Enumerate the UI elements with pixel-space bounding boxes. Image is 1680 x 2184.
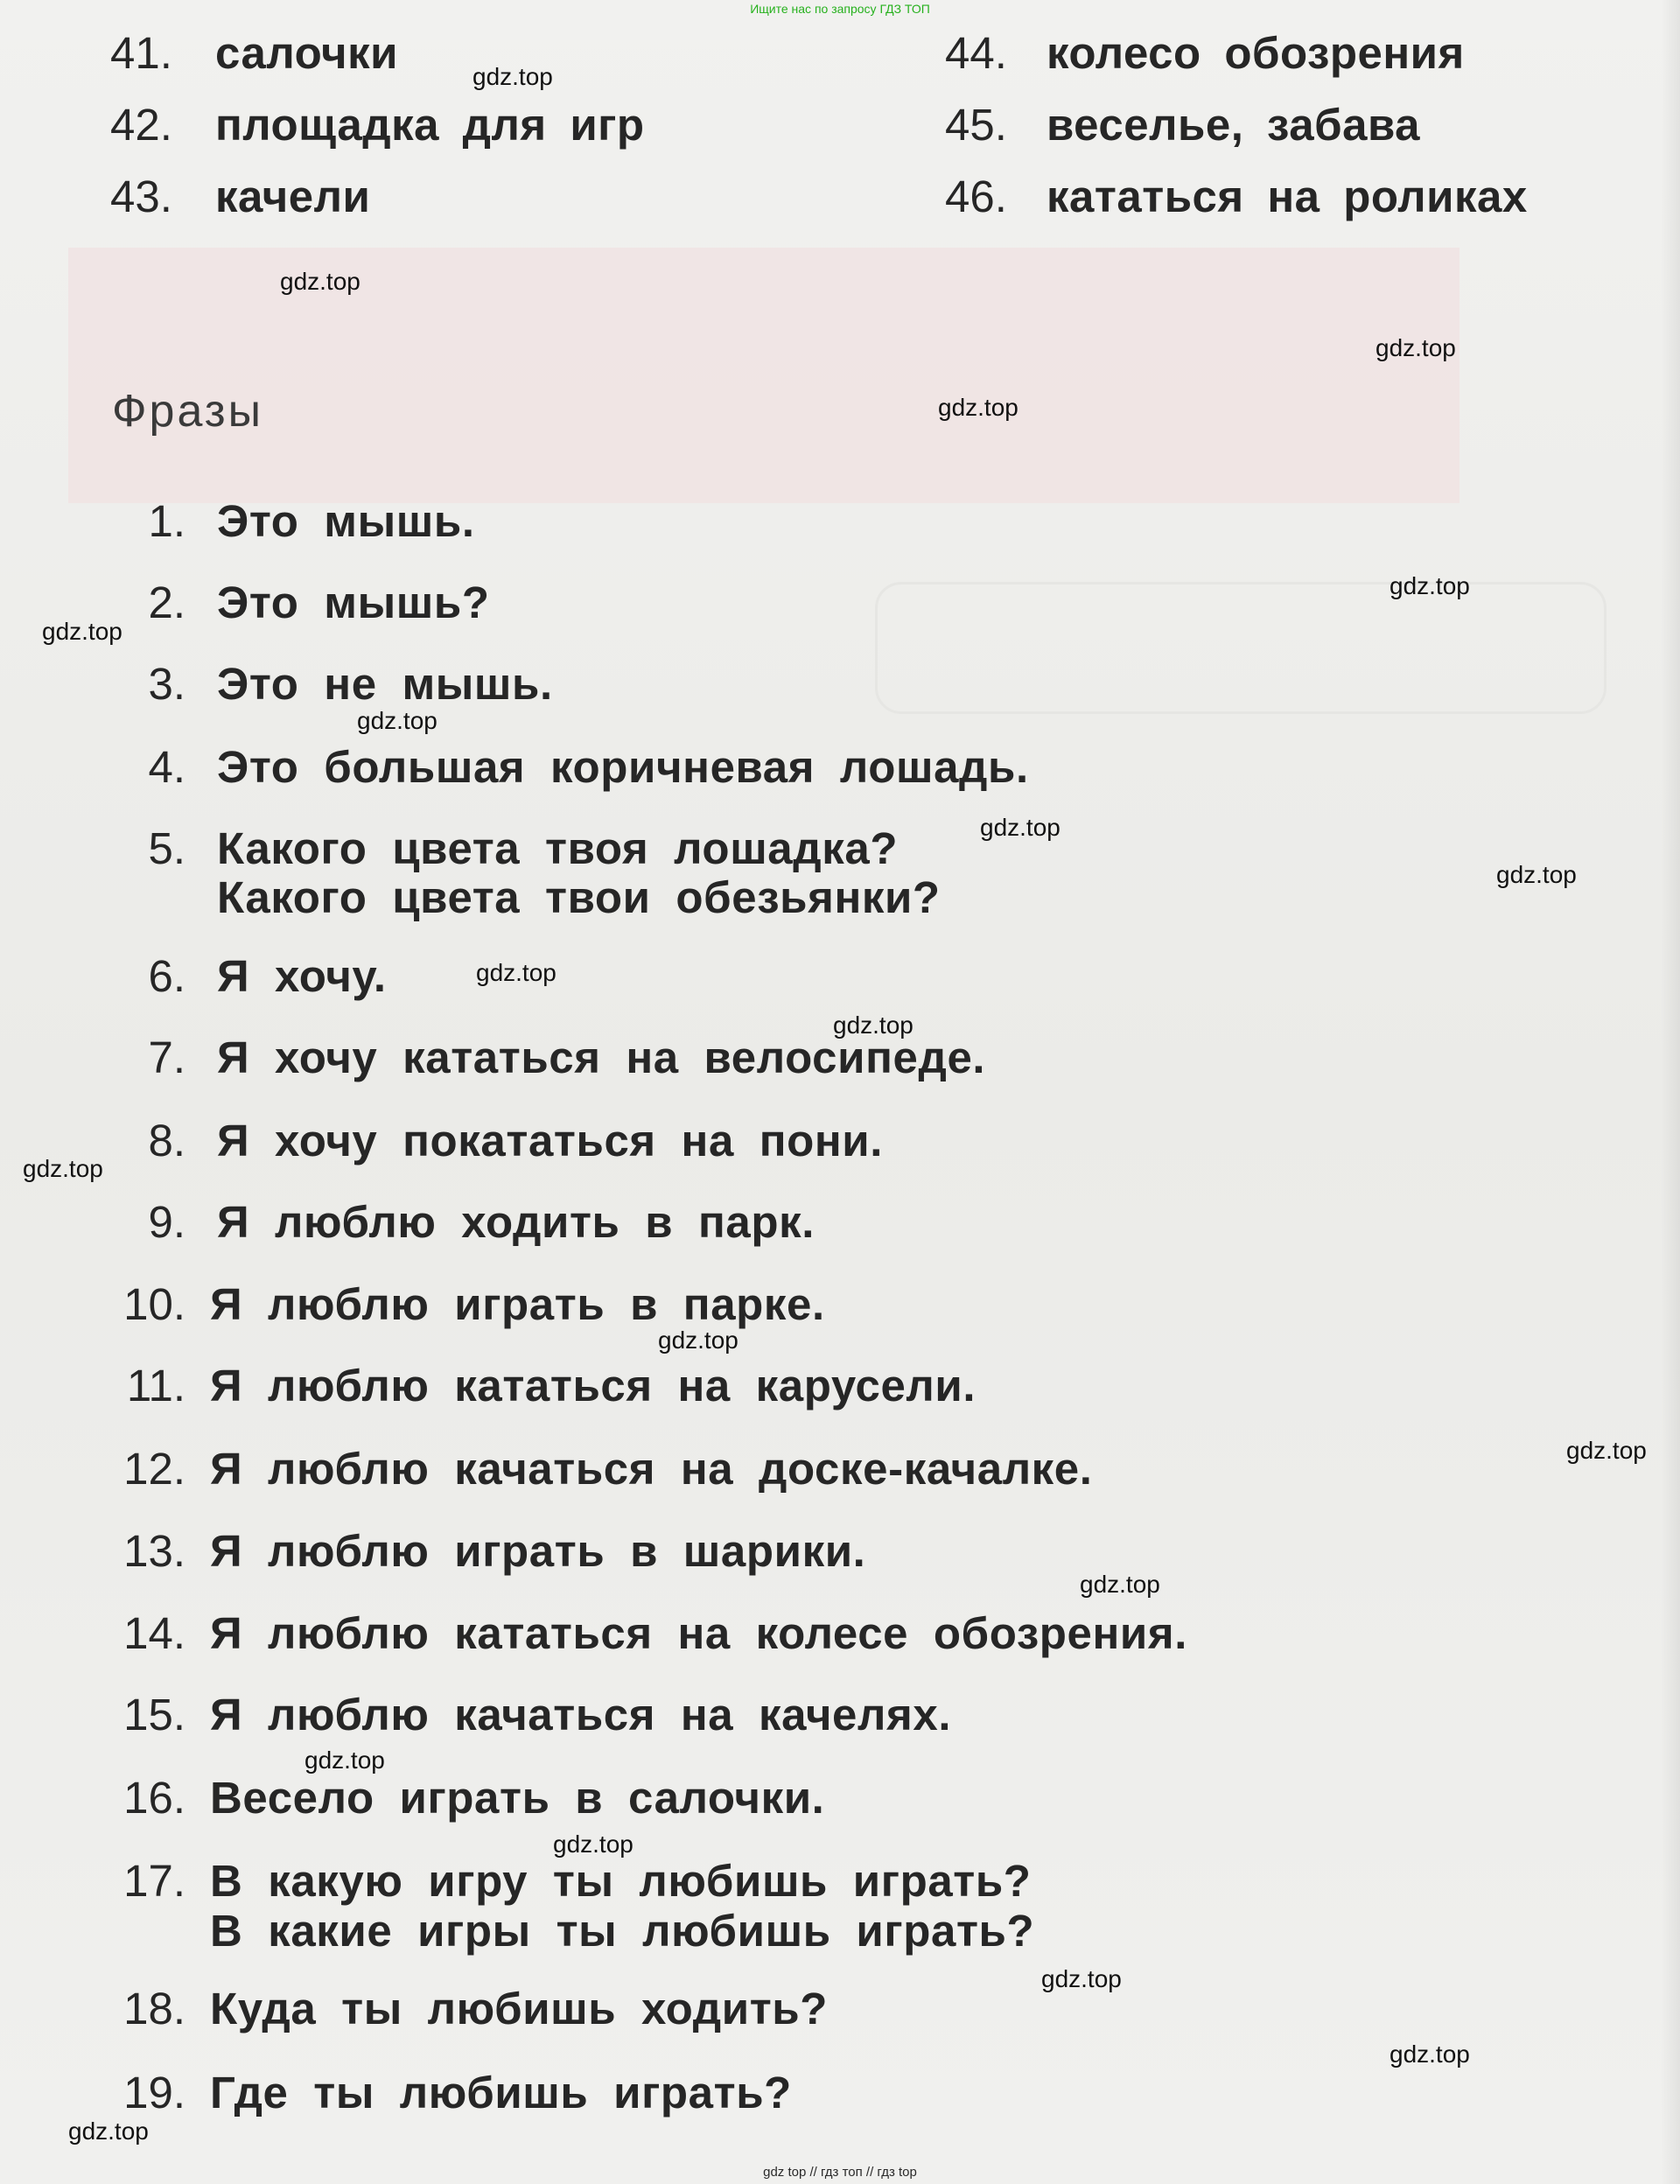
watermark: gdz.top	[1041, 1965, 1122, 1992]
vocab-item: 44. колесо обозрения	[945, 28, 1465, 78]
watermark: gdz.top	[1390, 572, 1470, 599]
phrases-heading: Фразы	[112, 386, 264, 437]
watermark: gdz.top	[23, 1155, 103, 1182]
watermark: gdz.top	[304, 1746, 385, 1774]
watermark: gdz.top	[68, 2118, 149, 2145]
watermark: gdz.top	[658, 1326, 738, 1354]
watermark: gdz.top	[476, 959, 556, 986]
watermark: gdz.top	[357, 707, 438, 734]
watermark: gdz.top	[1390, 2040, 1470, 2068]
page-edge-shadow	[1661, 0, 1680, 2184]
textbook-page: Ищите нас по запросу ГДЗ ТОП 41. салочки 42. площадка для игр 43. качели 44. колесо обозрения 45. веселье, забава 46. кататься на роликах Фразы 1. Это мышь. 2. Это мышь? 3. Это не мышь. 4. Это большая коричневая лошадь. 5. Какого цвета твоя лошадка? Какого цвета твои обезьянки? 6. Я хочу. 7. Я хочу кататься на велосипеде. 8. Я хочу покататься на пони. 9. Я люблю ходить в парк. 10. Я люблю играть в парке. 11. Я люблю кататься на карусели. 12. Я люблю качаться на доске-качалке. 13. Я люблю играть в шарики. 14. Я люблю кататься на колесе обозрения. 15. Я люблю качаться на качелях. 16. Весело играть в салочки. 17. В какую игру ты любишь играть? В какие игры ты любишь играть? 18. Куда ты любишь ходить? 19. Где ты любишь играть? gdz.top gdz.top gdz.top gdz.top gdz.top gdz.top gdz.top gdz.top gdz.top gdz.top gdz.top gdz.top gdz.top gdz.top gdz.top gdz.top gdz.top gdz.top gdz.top gdz.top gdz top // гдз топ // гдз top	[0, 0, 1680, 2184]
bleed-through-box	[875, 582, 1606, 714]
watermark: gdz.top	[938, 394, 1018, 421]
watermark: gdz.top	[280, 268, 360, 295]
bleed-through-band	[68, 248, 1460, 503]
watermark: gdz.top	[980, 814, 1060, 841]
vocab-item: 42. площадка для игр	[110, 100, 645, 150]
watermark: gdz.top	[553, 1830, 634, 1858]
header-link[interactable]: Ищите нас по запросу ГДЗ ТОП	[750, 2, 930, 16]
vocab-item: 45. веселье, забава	[945, 100, 1421, 150]
watermark: gdz.top	[833, 1012, 914, 1039]
vocab-item: 41. салочки	[110, 28, 398, 78]
watermark: gdz.top	[1080, 1571, 1160, 1598]
watermark: gdz.top	[1376, 334, 1456, 361]
vocab-item: 46. кататься на роликах	[945, 172, 1528, 221]
footer-link[interactable]: gdz top // гдз топ // гдз top	[763, 2165, 917, 2180]
watermark: gdz.top	[42, 618, 122, 645]
watermark: gdz.top	[472, 63, 553, 90]
watermark: gdz.top	[1496, 861, 1577, 888]
vocab-item: 43. качели	[110, 172, 371, 221]
watermark: gdz.top	[1566, 1437, 1647, 1464]
